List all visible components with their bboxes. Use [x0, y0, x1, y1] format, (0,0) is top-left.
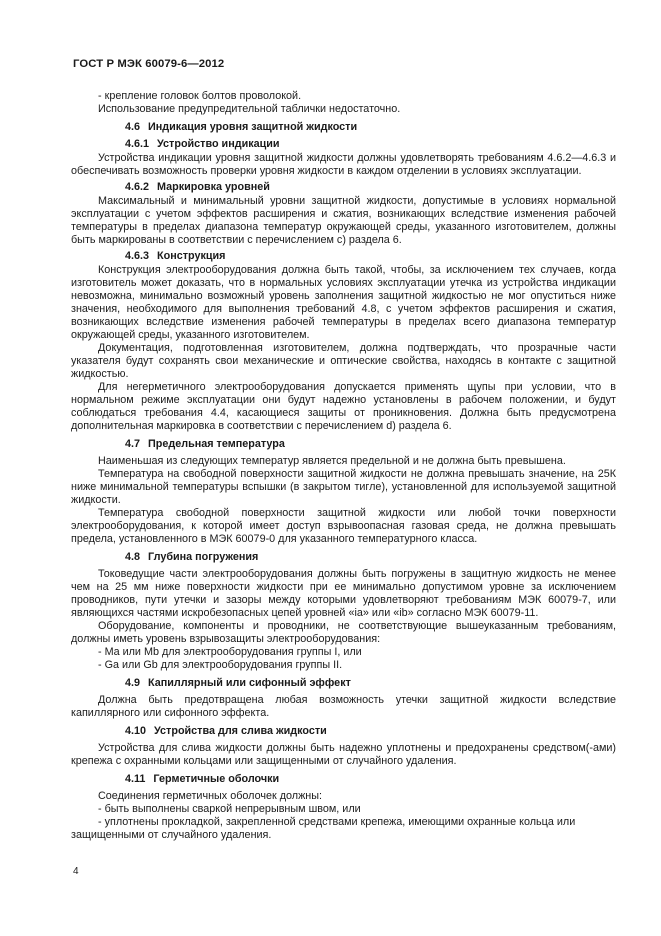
section-title: Герметичные оболочки [153, 773, 280, 785]
paragraph: Максимальный и минимальный уровни защитной жидкости, допустимые в условиях нормальной эксплуатации с учетом эффектов расширения и сжатия, возникающих вследствие изменения рабочей температуры в пределах диапазона температур окружающей среды, указанного изготовителем, должны быть маркированы в соответствии с перечислением c) раздела 6. [71, 195, 616, 246]
paragraph: Для негерметичного электрооборудования допускается применять щупы при условии, что в нормальном режиме эксплуатации они будут надежно установлены в рабочем положении, и будут соблюдаться требования 4.4, касающиеся защиты от проникновения. Должна быть предусмотрена дополнительная маркировка в соответствии с перечислением d) раздела 6. [71, 381, 616, 432]
section-number: 4.6 [125, 121, 141, 133]
section-heading [71, 438, 616, 451]
paragraph: Должна быть предотвращена любая возможность утечки защитной жидкости вследствие капиллярного или сифонного эффекта. [71, 694, 616, 719]
section-heading [71, 725, 616, 738]
paragraph: Наименьшая из следующих температур является предельной и не должна быть превышена. [98, 455, 566, 467]
paragraph: Устройства для слива жидкости должны быть надежно уплотнены и предохранены средством(-ами) крепежа с охранными кольцами или защищенными от случайного удаления. [71, 742, 616, 767]
section-title: Маркировка уровней [157, 181, 270, 193]
list-item: - быть выполнены сваркой непрерывным швом, или [98, 803, 361, 815]
list-item: - уплотнены прокладкой, закрепленной средствами крепежа, имеющими охранные кольца или защищенными от случайного удаления. [71, 816, 576, 841]
section-title: Предельная температура [148, 438, 285, 450]
section-heading [71, 121, 616, 134]
paragraph: Конструкция электрооборудования должна быть такой, чтобы, за исключением тех случаев, когда изготовитель может доказать, что в нормальных условиях эксплуатации утечка из устройства индикации невозможна, минимально возможный уровень заполнения защитной жидкостью не мог опуститься ниже значения, необходимого для выполнения требований 4.8, с учетом эффектов расширения и сжатия, возникающих вследствие изменения рабочей температуры в пределах всего диапазона температур окружающей среды, указанного изготовителем. [71, 264, 616, 341]
list-item: - Ga или Gb для электрооборудования группы II. [98, 659, 343, 671]
section-number: 4.11 [125, 773, 146, 785]
section-title: Конструкция [157, 250, 226, 262]
paragraph: Документация, подготовленная изготовителем, должна подтверждать, что прозрачные части указателя будут сохранять свои механические и оптические свойства, находясь в контакте с защитной жидкостью. [71, 342, 616, 380]
section-number: 4.7 [125, 438, 141, 450]
paragraph: Соединения герметичных оболочек должны: [98, 790, 323, 802]
running-head: ГОСТ Р МЭК 60079-6—2012 [73, 58, 225, 70]
section-number: 4.6.2 [125, 181, 150, 193]
paragraph: Оборудование, компоненты и проводники, не соответствующие вышеуказанным требованиям, должны иметь уровень взрывозащиты электрооборудования: [71, 620, 616, 645]
paragraph: Устройства индикации уровня защитной жидкости должны удовлетворять требованиям 4.6.2—4.6.3 и обеспечивать возможность проверки уровня жидкости в каждом отделении в условиях эксплуатации. [71, 152, 616, 177]
section-title: Устройства для слива жидкости [154, 725, 327, 737]
section-number: 4.8 [125, 551, 141, 563]
section-heading [71, 250, 616, 263]
paragraph: Температура на свободной поверхности защитной жидкости не должна превышать значение, на 25К ниже минимальной температуры вспышки (в закрытом тигле), установленной для используемой защитной жидкости. [71, 468, 616, 506]
section-number: 4.9 [125, 677, 141, 689]
section-heading [71, 551, 616, 564]
paragraph: Температура свободной поверхности защитной жидкости или любой точки поверхности электрооборудования, к которой имеет доступ взрывоопасная газовая среда, не должна превышать предела, установленного в МЭК 60079-0 для указанного температурного класса. [71, 507, 616, 545]
section-heading [71, 773, 616, 786]
list-item: - Ma или Mb для электрооборудования группы I, или [98, 646, 362, 658]
section-heading [71, 138, 616, 151]
section-title: Устройство индикации [157, 138, 280, 150]
section-title: Глубина погружения [148, 551, 259, 563]
section-heading [71, 677, 616, 690]
section-number: 4.10 [125, 725, 147, 737]
section-number: 4.6.3 [125, 250, 150, 262]
section-heading [71, 181, 616, 194]
section-title: Капиллярный или сифонный эффект [148, 677, 351, 689]
section-number: 4.6.1 [125, 138, 150, 150]
section-title: Индикация уровня защитной жидкости [148, 121, 358, 133]
document-body [71, 90, 616, 842]
list-item: - крепление головок болтов проволокой. [98, 90, 302, 102]
paragraph: Использование предупредительной таблички недостаточно. [98, 103, 401, 115]
paragraph: Токоведущие части электрооборудования должны быть погружены в защитную жидкость не менее чем на 25 мм ниже поверхности жидкости при ее минимально допустимом уровне за исключением проводников, пути утечки и зазоры между которыми удовлетворяют требованиям МЭК 60079-7, или являющихся частями искробезопасных цепей уровней «ia» или «ib» согласно МЭК 60079-11. [71, 568, 616, 619]
page-number: 4 [73, 866, 79, 877]
